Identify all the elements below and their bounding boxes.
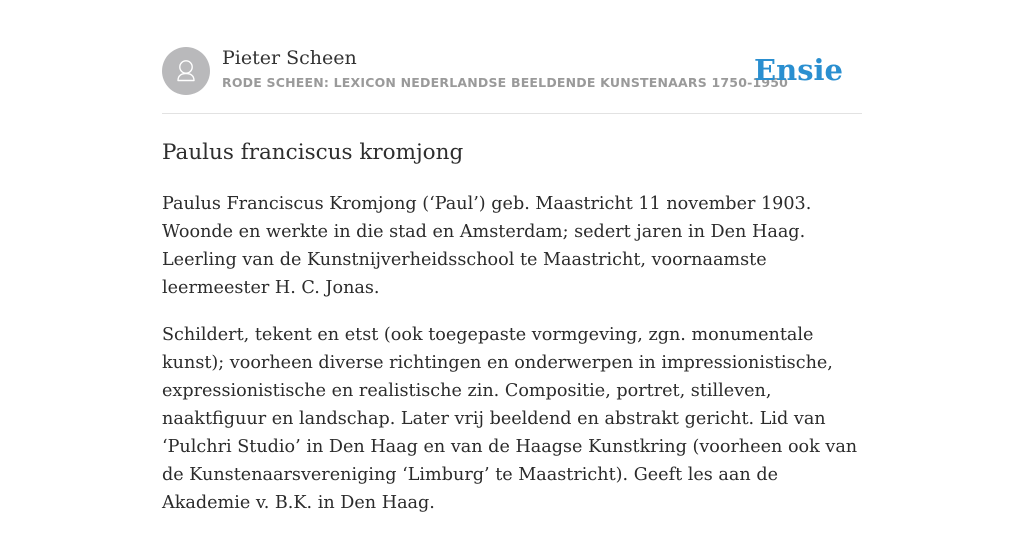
ensie-logo[interactable]: Ensie: [754, 53, 843, 87]
body-paragraph: Paulus Franciscus Kromjong (‘Paul’) geb. Maastricht 11 november 1903. Woonde en werkte in die stad en Amsterdam; sedert jaren in Den Haag. Leerling van de Kunstnijverheidsschool te Maastricht, voornaamste leermeester H. C. Jonas.: [162, 194, 812, 298]
entry-title: Paulus franciscus kromjong: [162, 140, 464, 165]
user-silhouette-icon: [162, 47, 210, 95]
body-paragraph: Schildert, tekent en etst (ook toegepaste vormgeving, zgn. monumentale kunst); voorheen diverse richtingen en onderwerpen in impressionistische, expressionistische en realistische zin. Compositie, portret, stilleven, naaktfiguur en landschap. Later vrij beeldend en abstrakt gericht. Lid van ‘Pulchri Studio’ in Den Haag en van de Haagse Kunstkring (voorheen ook van de Kunstenaarsvereniging ‘Limburg’ te Maastricht). Geeft les aan de Akademie v. B.K. in Den Haag.: [162, 325, 858, 513]
author-name[interactable]: Pieter Scheen: [222, 47, 357, 69]
source-title[interactable]: RODE SCHEEN: LEXICON NEDERLANDSE BEELDENDE KUNSTENAARS 1750-1950: [222, 75, 789, 90]
entry-card: [162, 0, 862, 513]
entry-header: [162, 0, 862, 114]
entry-body: [162, 190, 862, 536]
author-avatar[interactable]: [162, 47, 210, 95]
